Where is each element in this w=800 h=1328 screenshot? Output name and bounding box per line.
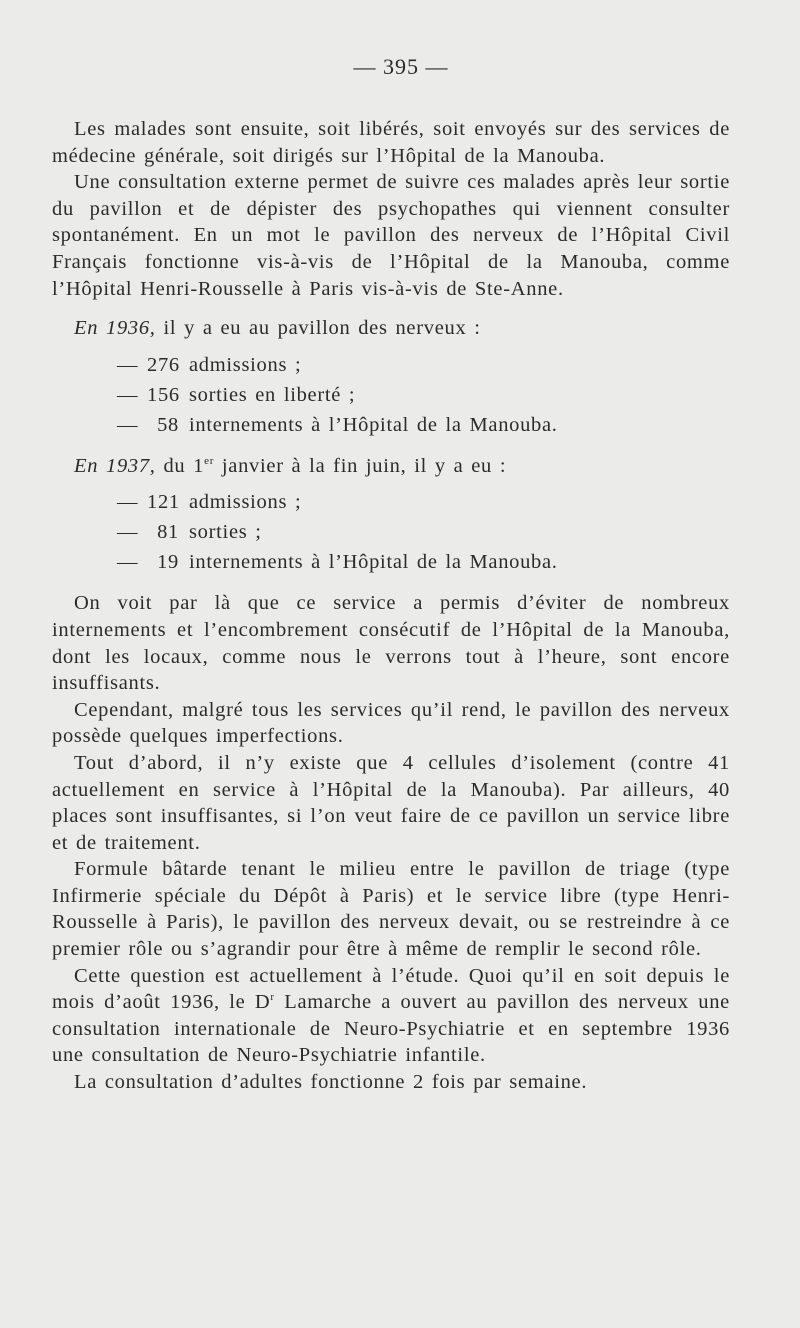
list-item: — 58 internements à l’Hôpital de la Manouba. — [117, 413, 558, 436]
list-item: — 156 sorties en liberté ; — [117, 383, 356, 406]
intro-text: il y a eu au pavillon des nerveux : — [155, 317, 481, 340]
paragraph: Cette question est actuellement à l’étude. Quoi qu’il en soit depuis le mois d’août 1936, le $D^r$ Lamarche a ouvert au pavillon des nerveux une consultation internationale de Neuro-Psychiatrie et en septembre 1936 une consultation de Neuro-Psychiatrie infantile. — [52, 964, 730, 1067]
list-1936 — [52, 350, 730, 440]
paragraph: Formule bâtarde tenant le milieu entre le pavillon de triage (type Infirmerie spéciale du Dépôt à Paris) et le service libre (type Henri-Rousselle à Paris), le pavillon des nerveux devait, ou se restreindre à ce premier rôle ou s’agrandir pour être à même de remplir le second rôle. — [52, 858, 730, 961]
year-label: En 1936, — [74, 317, 156, 340]
paragraph: Les malades sont ensuite, soit libérés, soit envoyés sur des services de médecine générale, soit dirigés sur l’Hôpital de la Manouba. — [52, 118, 730, 167]
section-1937-intro: En 1937, du 1er janvier à la fin juin, il y a eu : — [74, 454, 507, 477]
paragraph: Cependant, malgré tous les services qu’il rend, le pavillon des nerveux possède quelques imperfections. — [52, 698, 730, 748]
paragraph: La consultation d’adultes fonctionne 2 fois par semaine. — [74, 1071, 588, 1094]
list-item: — 81 sorties ; — [117, 521, 262, 544]
page-number: — 395 — — [353, 54, 449, 79]
year-label: En 1937, — [74, 454, 156, 477]
list-item: — 19 internements à l’Hôpital de la Manouba. — [117, 551, 558, 574]
list-item: — 276 admissions ; — [117, 353, 302, 376]
paragraph: On voit par là que ce service a permis d’éviter de nombreux internements et l’encombrement consécutif de l’Hôpital de la Manouba, dont les locaux, comme nous le verrons tout à l’heure, sont encore insuffisants. — [52, 592, 730, 695]
paragraph: Tout d’abord, il n’y existe que 4 cellules d’isolement (contre 41 actuellement en service à l’Hôpital de la Manouba). Par ailleurs, 40 places sont insuffisantes, si l’on veut faire de ce pavillon un service libre et de traitement. — [52, 751, 730, 854]
list-1937 — [52, 487, 730, 577]
list-item: — 121 admissions ; — [117, 491, 302, 514]
paragraph: Une consultation externe permet de suivre ces malades après leur sortie du pavillon et de dépister des psychopathes qui viennent consulter spontanément. En un mot le pavillon des nerveux de l’Hôpital Civil Français fonctionne vis-à-vis de l’Hôpital de la Manouba, comme l’Hôpital Henri-Rousselle à Paris vis-à-vis de Ste-Anne. — [52, 171, 731, 300]
section-1936-intro — [52, 315, 730, 342]
